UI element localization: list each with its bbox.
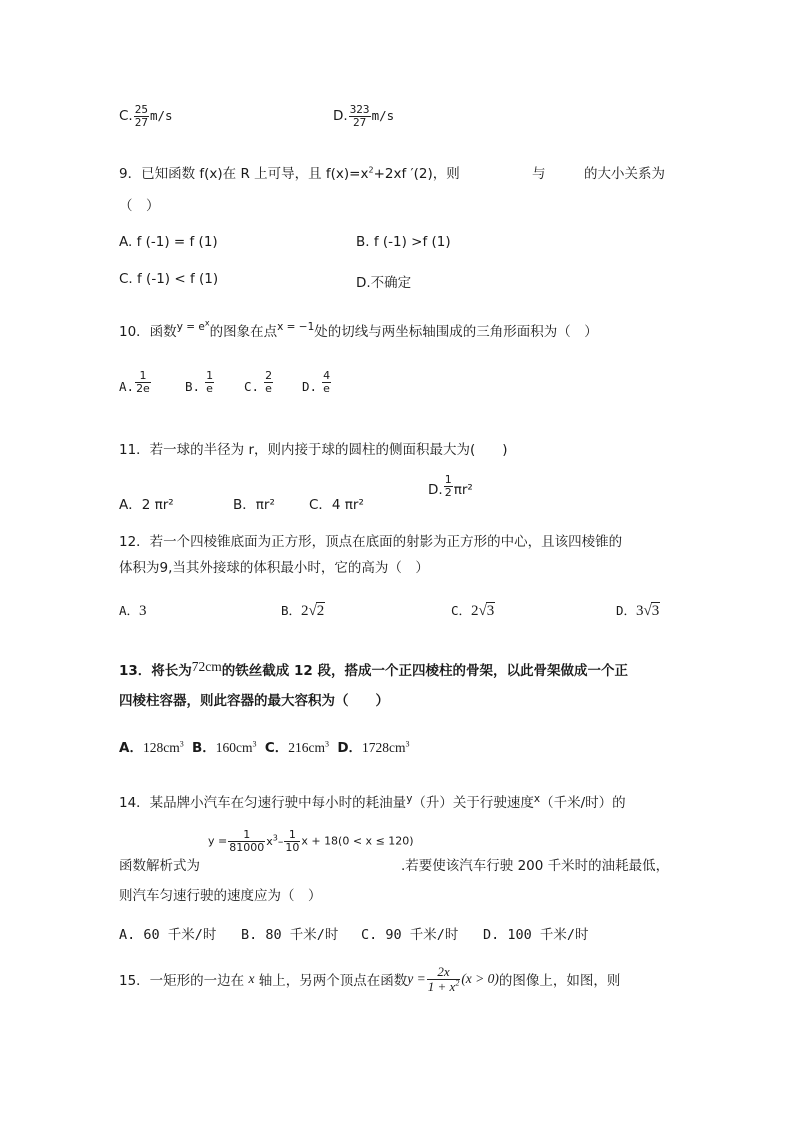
q12-option-b: B．2√2 <box>281 603 325 619</box>
q12-option-a: A．3 <box>119 603 147 619</box>
q11-option-b: B．πr² <box>233 497 275 513</box>
q10-option-b: B. $\frac{1}{e}$ <box>185 369 214 395</box>
q10-option-d: D. $\frac{4}{e}$ <box>302 369 331 395</box>
fraction: $\frac{2x}{1 + x^2}$ <box>427 964 460 994</box>
q13-options: A．$128cm^3$ B．$160cm^3$ C．$216cm^3$ D．$1728cm^3$ <box>119 739 410 756</box>
option-label: D. <box>333 108 348 125</box>
q14-option-d: D. 100 千米/时 <box>483 927 589 943</box>
q14-stem-line2-suffix: .若要使该汽车行驶 200 千米时的油耗最低， <box>401 858 670 874</box>
q12-option-d: D．3√3 <box>616 603 660 619</box>
q14-option-a: A. 60 千米/时 <box>119 927 217 943</box>
fraction: $\frac{25}{27}$ <box>134 103 148 129</box>
q9-option-c: C. f (-1) < f (1) <box>119 271 219 287</box>
q10-stem: 10．函数$^{y = e^x}$的图象在点$^{x = -1}$处的切线与两坐标轴围成的三角形面积为（ ） <box>119 318 598 340</box>
q11-option-c: C．4 πr² <box>309 497 364 513</box>
q14-stem-line3: 则汽车匀速行驶的速度应为（ ） <box>119 888 322 904</box>
fraction: $\frac{2}{e}$ <box>265 369 273 395</box>
fraction: $\frac{4}{e}$ <box>323 369 331 395</box>
sqrt: √3 <box>643 603 660 619</box>
q9-stem: 9．已知函数 f(x)在 R 上可导，且 $f(x)=x^2+2xf$ ′(2)，则 <box>119 165 460 182</box>
fraction: $\frac{1}{2e}$ <box>136 369 150 395</box>
fraction: $\frac{1}{81000}$ <box>229 828 265 854</box>
q13-stem-line1: 13．将长为72cm的铁丝截成 12 段，搭成一个正四棱柱的骨架，以此骨架做成一个正 <box>119 659 628 679</box>
q15-stem: 15．一矩形的一边在 x 轴上，另两个顶点在函数y = $\frac{2x}{1 + x^2}$ (x > 0)的图像上，如图，则 <box>119 964 621 994</box>
q8-option-c: C. $\frac{25}{27}$ m/s <box>119 103 173 129</box>
q12-stem-line1: 12．若一个四棱锥底面为正方形，顶点在底面的射影为正方形的中心，且该四棱锥的 <box>119 534 623 550</box>
sqrt: √2 <box>308 603 325 619</box>
q14-option-c: C. 90 千米/时 <box>361 927 459 943</box>
q9-stem-mid: 与 <box>532 166 546 182</box>
q14-stem-line2-prefix: 函数解析式为 <box>119 858 200 874</box>
q11-stem: 11．若一球的半径为 r，则内接于球的圆柱的侧面积最大为( ) <box>119 442 508 458</box>
q10-option-a: A. $\frac{1}{2e}$ <box>119 369 150 395</box>
q14-option-b: B. 80 千米/时 <box>241 927 339 943</box>
q9-paren: （ ） <box>119 198 160 214</box>
option-label: C. <box>119 108 133 125</box>
q9-stem-end: 的大小关系为 <box>584 166 665 182</box>
q11-option-a: A．2 πr² <box>119 497 174 513</box>
sqrt: √3 <box>478 603 495 619</box>
q8-option-d: D. $\frac{323}{27}$ m/s <box>333 103 395 129</box>
q14-stem-line1: 14．某品牌小汽车在匀速行驶中每小时的耗油量$^y$（升）关于行驶速度$^x$（千米/时）的 <box>119 793 626 811</box>
q10-option-c: C. $\frac{2}{e}$ <box>244 369 273 395</box>
q9-option-a: A. f (-1) = f (1) <box>119 234 218 250</box>
q11-option-d: D. $\frac{1}{2}$ πr² <box>428 473 473 499</box>
fraction: $\frac{1}{2}$ <box>444 473 452 499</box>
fraction: $\frac{1}{10}$ <box>285 828 300 854</box>
q12-stem-line2: 体积为9,当其外接球的体积最小时，它的高为（ ） <box>119 560 429 576</box>
q14-formula: y = $\frac{1}{81000}$ $x^3-$ $\frac{1}{10}$ x + 18(0 < x ≤ 120) <box>208 828 414 854</box>
fraction: $\frac{323}{27}$ <box>349 103 370 129</box>
q12-option-c: C．2√3 <box>451 603 495 619</box>
q9-option-b: B. f (-1) >f (1) <box>356 234 451 250</box>
fraction: $\frac{1}{e}$ <box>206 369 214 395</box>
q13-stem-line2: 四棱柱容器，则此容器的最大容积为（ ） <box>119 693 389 709</box>
q9-option-d: D.不确定 <box>356 275 412 291</box>
